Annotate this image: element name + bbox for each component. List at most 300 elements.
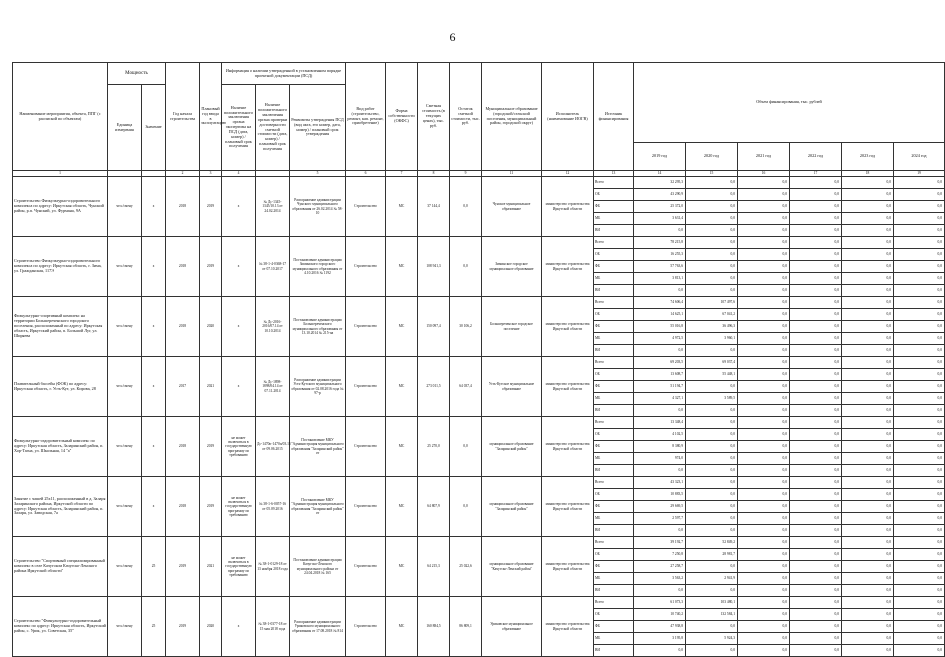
expertise-info: x bbox=[222, 297, 256, 357]
capacity-unit: чел./смену bbox=[108, 237, 142, 297]
funding-amount: 0,0 bbox=[790, 333, 842, 345]
funding-amount: 0,0 bbox=[894, 201, 945, 213]
column-number: 7 bbox=[386, 171, 418, 177]
funding-amount: 39 192,7 bbox=[634, 537, 686, 549]
capacity-unit: чел./смену bbox=[108, 597, 142, 657]
estimate-cost: 25 270,0 bbox=[418, 417, 450, 477]
ownership-form: МС bbox=[386, 537, 418, 597]
cost-check-info: № 38-1-0377-18 от 15 мая 2018 года bbox=[256, 597, 290, 657]
funding-amount: 0,0 bbox=[738, 537, 790, 549]
end-year: 2021 bbox=[200, 357, 222, 417]
funding-amount: 0,0 bbox=[894, 309, 945, 321]
funding-amount: 0,0 bbox=[738, 465, 790, 477]
funding-amount: 0,0 bbox=[634, 645, 686, 657]
funding-amount: 0,0 bbox=[894, 345, 945, 357]
funding-amount: 0,0 bbox=[686, 345, 738, 357]
funding-amount: 0,0 bbox=[842, 417, 894, 429]
funding-amount: 0,0 bbox=[842, 201, 894, 213]
funding-amount: 0,0 bbox=[842, 345, 894, 357]
work-type: Строительство bbox=[346, 237, 386, 297]
work-type: Строительство bbox=[346, 537, 386, 597]
approval-info: Распоряжение администрации Чунского муниципального образования от 26.02.2014 № 58-10 bbox=[290, 177, 346, 237]
funding-amount: 0,0 bbox=[842, 597, 894, 609]
funding-amount: 0,0 bbox=[686, 429, 738, 441]
funding-amount: 0,0 bbox=[686, 417, 738, 429]
ownership-form: МС bbox=[386, 237, 418, 297]
capacity-value: 25 bbox=[142, 597, 166, 657]
cost-check-info: № Дс-1345-1345/10.13 от 24.02.2014 bbox=[256, 177, 290, 237]
funding-amount: 103 480,1 bbox=[686, 597, 738, 609]
funding-amount: 0,0 bbox=[842, 189, 894, 201]
funding-amount: 0,0 bbox=[790, 237, 842, 249]
funding-amount: 55 448,1 bbox=[686, 369, 738, 381]
funding-amount: 0,0 bbox=[894, 597, 945, 609]
funding-amount: 0,0 bbox=[790, 453, 842, 465]
funding-amount: 0,0 bbox=[894, 177, 945, 189]
funding-amount: 0,0 bbox=[894, 321, 945, 333]
funding-amount: 0,0 bbox=[894, 633, 945, 645]
remaining-cost: 0,0 bbox=[450, 177, 482, 237]
funding-amount: 10 883,5 bbox=[634, 489, 686, 501]
estimate-cost: 108 941,3 bbox=[418, 237, 450, 297]
funding-amount: 0,0 bbox=[790, 177, 842, 189]
funding-source: Всего bbox=[594, 477, 634, 489]
funding-source: ФБ bbox=[594, 201, 634, 213]
ownership-form: МС bbox=[386, 357, 418, 417]
object-name: Строительство Физкультурно-оздоровительного комплекса по адресу: Иркутская область, г. Зима, ул. Гражданская, 117Э bbox=[13, 237, 108, 297]
funding-amount: 0,0 bbox=[686, 177, 738, 189]
funding-amount: 52 849,2 bbox=[686, 537, 738, 549]
funding-amount: 0,0 bbox=[634, 465, 686, 477]
expertise-info: не может включаться в государственную программу по требованию bbox=[222, 537, 256, 597]
funding-amount: 0,0 bbox=[790, 477, 842, 489]
funding-amount: 0,0 bbox=[894, 477, 945, 489]
funding-amount: 0,0 bbox=[686, 525, 738, 537]
funding-source: МБ bbox=[594, 393, 634, 405]
funding-amount: 0,0 bbox=[790, 321, 842, 333]
funding-source: МБ bbox=[594, 573, 634, 585]
funding-amount: 0,0 bbox=[894, 429, 945, 441]
funding-amount: 0,0 bbox=[790, 573, 842, 585]
funding-amount: 974,0 bbox=[634, 453, 686, 465]
funding-amount: 3 631,4 bbox=[634, 213, 686, 225]
funding-source: МБ bbox=[594, 633, 634, 645]
end-year: 2020 bbox=[200, 597, 222, 657]
funding-amount: 0,0 bbox=[790, 585, 842, 597]
funding-amount: 0,0 bbox=[842, 621, 894, 633]
funding-amount: 0,0 bbox=[738, 177, 790, 189]
expertise-info: x bbox=[222, 357, 256, 417]
funding-amount: 3 960,1 bbox=[686, 333, 738, 345]
funding-amount: 0,0 bbox=[894, 573, 945, 585]
funding-amount: 0,0 bbox=[790, 189, 842, 201]
capacity-unit: чел./смену bbox=[108, 477, 142, 537]
funding-amount: 0,0 bbox=[790, 525, 842, 537]
column-number: 18 bbox=[842, 171, 894, 177]
funding-amount: 0,0 bbox=[738, 609, 790, 621]
funding-amount: 0,0 bbox=[790, 633, 842, 645]
table-row bbox=[13, 417, 945, 429]
capacity-value: x bbox=[142, 417, 166, 477]
header-unit: Единица измерения bbox=[108, 85, 142, 171]
funding-amount: 0,0 bbox=[686, 381, 738, 393]
funding-amount: 0,0 bbox=[634, 345, 686, 357]
funding-amount: 0,0 bbox=[738, 429, 790, 441]
funding-amount: 0,0 bbox=[842, 357, 894, 369]
funding-amount: 0,0 bbox=[842, 465, 894, 477]
funding-amount: 0,0 bbox=[738, 417, 790, 429]
capacity-unit: чел./смену bbox=[108, 357, 142, 417]
expertise-info: x bbox=[222, 177, 256, 237]
funding-amount: 0,0 bbox=[790, 621, 842, 633]
remaining-cost: 25 022,6 bbox=[450, 537, 482, 597]
table-row bbox=[13, 537, 945, 549]
header-executor: Исполнитель (наименование ИОГВ) bbox=[542, 63, 594, 171]
funding-amount: 0,0 bbox=[894, 237, 945, 249]
funding-amount: 0,0 bbox=[842, 369, 894, 381]
estimate-cost: 273 011,5 bbox=[418, 357, 450, 417]
column-number: 2 bbox=[166, 171, 200, 177]
funding-amount: 0,0 bbox=[842, 237, 894, 249]
municipality: муниципальное образование "Качугско-Ленский район" bbox=[482, 537, 542, 597]
funding-amount: 0,0 bbox=[790, 501, 842, 513]
funding-amount: 0,0 bbox=[842, 573, 894, 585]
funding-amount: 0,0 bbox=[894, 453, 945, 465]
funding-amount: 0,0 bbox=[894, 561, 945, 573]
funding-source: Всего bbox=[594, 237, 634, 249]
funding-source: Всего bbox=[594, 537, 634, 549]
funding-amount: 0,0 bbox=[738, 345, 790, 357]
column-number: 5 bbox=[290, 171, 346, 177]
column-number: 8 bbox=[418, 171, 450, 177]
funding-amount: 0,0 bbox=[686, 513, 738, 525]
funding-amount: 0,0 bbox=[686, 285, 738, 297]
funding-amount: 0,0 bbox=[738, 453, 790, 465]
funding-source: Всего bbox=[594, 417, 634, 429]
funding-amount: 0,0 bbox=[686, 561, 738, 573]
funding-amount: 0,0 bbox=[894, 297, 945, 309]
funding-amount: 0,0 bbox=[686, 273, 738, 285]
funding-amount: 0,0 bbox=[842, 321, 894, 333]
funding-amount: 0,0 bbox=[842, 633, 894, 645]
funding-source: ВИ bbox=[594, 585, 634, 597]
municipality: муниципальное образование "Заларинский район" bbox=[482, 417, 542, 477]
end-year: 2021 bbox=[200, 537, 222, 597]
executor: министерство строительства Иркутской области bbox=[542, 417, 594, 477]
funding-amount: 0,0 bbox=[894, 525, 945, 537]
funding-amount: 74 606,4 bbox=[634, 297, 686, 309]
start-year: 2018 bbox=[166, 417, 200, 477]
funding-amount: 0,0 bbox=[738, 285, 790, 297]
column-number: 17 bbox=[790, 171, 842, 177]
column-number: 4 bbox=[222, 171, 256, 177]
funding-amount: 0,0 bbox=[842, 549, 894, 561]
column-number: 15 bbox=[686, 171, 738, 177]
header-year: 2022 год bbox=[790, 143, 842, 171]
column-number: 12 bbox=[542, 171, 594, 177]
funding-amount: 0,0 bbox=[738, 213, 790, 225]
header-year: 2024 год bbox=[894, 143, 945, 171]
funding-amount: 0,0 bbox=[842, 585, 894, 597]
table-row bbox=[13, 477, 945, 489]
approval-info: Постановление МКУ "Администрация муниципального образования "Заларинский район" от bbox=[290, 477, 346, 537]
funding-amount: 0,0 bbox=[738, 633, 790, 645]
table-row bbox=[13, 237, 945, 249]
funding-amount: 0,0 bbox=[894, 513, 945, 525]
funding-amount: 0,0 bbox=[790, 609, 842, 621]
funding-amount: 0,0 bbox=[842, 249, 894, 261]
approval-info: Распоряжение администрации Уриковского муниципального образования от 17.08.2018 № 814 bbox=[290, 597, 346, 657]
funding-amount: 0,0 bbox=[790, 597, 842, 609]
funding-amount: 0,0 bbox=[738, 369, 790, 381]
funding-amount: 0,0 bbox=[894, 249, 945, 261]
funding-amount: 0,0 bbox=[738, 621, 790, 633]
funding-source: ВИ bbox=[594, 225, 634, 237]
funding-amount: 0,0 bbox=[842, 405, 894, 417]
funding-amount: 0,0 bbox=[790, 345, 842, 357]
funding-amount: 0,0 bbox=[894, 501, 945, 513]
funding-amount: 3 195,8 bbox=[634, 633, 686, 645]
funding-source: ВИ bbox=[594, 465, 634, 477]
funding-amount: 0,0 bbox=[894, 393, 945, 405]
funding-amount: 107 497,6 bbox=[686, 297, 738, 309]
remaining-cost: 30 106,2 bbox=[450, 297, 482, 357]
funding-amount: 0,0 bbox=[738, 513, 790, 525]
funding-amount: 0,0 bbox=[738, 489, 790, 501]
funding-amount: 0,0 bbox=[738, 309, 790, 321]
ownership-form: МС bbox=[386, 477, 418, 537]
cost-check-info: № 38-1-6-0057-16 от 05.09.2016 bbox=[256, 477, 290, 537]
funding-amount: 0,0 bbox=[894, 609, 945, 621]
funding-amount: 0,0 bbox=[894, 225, 945, 237]
funding-source: ВИ bbox=[594, 405, 634, 417]
funding-amount: 0,0 bbox=[842, 489, 894, 501]
funding-amount: 0,0 bbox=[842, 441, 894, 453]
funding-source: ФБ bbox=[594, 261, 634, 273]
column-number: 13 bbox=[594, 171, 634, 177]
municipality: Уриковское муниципальное образование bbox=[482, 597, 542, 657]
header-start-year: Год начала строительства bbox=[166, 63, 200, 171]
expertise-info: x bbox=[222, 237, 256, 297]
funding-source: МБ bbox=[594, 453, 634, 465]
table-body bbox=[13, 177, 945, 657]
funding-amount: 16 255,3 bbox=[634, 249, 686, 261]
ownership-form: МС bbox=[386, 597, 418, 657]
funding-amount: 3 589,5 bbox=[686, 393, 738, 405]
municipality: Большереченское городское поселение bbox=[482, 297, 542, 357]
funding-amount: 0,0 bbox=[738, 405, 790, 417]
funding-amount: 2 597,7 bbox=[634, 513, 686, 525]
funding-amount: 0,0 bbox=[894, 261, 945, 273]
funding-amount: 0,0 bbox=[790, 489, 842, 501]
funding-amount: 0,0 bbox=[894, 357, 945, 369]
funding-amount: 13 608,7 bbox=[634, 369, 686, 381]
funding-amount: 0,0 bbox=[686, 189, 738, 201]
municipality: Усть-Кутское муниципальное образование bbox=[482, 357, 542, 417]
funding-amount: 47 938,8 bbox=[634, 621, 686, 633]
funding-amount: 0,0 bbox=[634, 225, 686, 237]
funding-source: ОБ bbox=[594, 249, 634, 261]
funding-amount: 0,0 bbox=[686, 477, 738, 489]
funding-amount: 0,0 bbox=[634, 405, 686, 417]
funding-amount: 0,0 bbox=[738, 441, 790, 453]
funding-amount: 0,0 bbox=[738, 477, 790, 489]
executor: министерство строительства Иркутской области bbox=[542, 357, 594, 417]
column-number: 11 bbox=[482, 171, 542, 177]
funding-amount: 0,0 bbox=[842, 273, 894, 285]
column-number: 16 bbox=[738, 171, 790, 177]
funding-amount: 0,0 bbox=[686, 249, 738, 261]
start-year: 2019 bbox=[166, 537, 200, 597]
funding-amount: 69 203,5 bbox=[634, 357, 686, 369]
estimate-cost: 64 807,9 bbox=[418, 477, 450, 537]
funding-source: Всего bbox=[594, 297, 634, 309]
funding-amount: 4 327,1 bbox=[634, 393, 686, 405]
funding-amount: 0,0 bbox=[790, 429, 842, 441]
column-number: 6 bbox=[346, 171, 386, 177]
funding-amount: 0,0 bbox=[738, 333, 790, 345]
funding-amount: 0,0 bbox=[686, 225, 738, 237]
funding-amount: 0,0 bbox=[842, 309, 894, 321]
start-year: 2018 bbox=[166, 297, 200, 357]
header-expertise: Наличие положительного заключения органа экспертизы на ПСД (дата, номер) / плановый срок получения bbox=[222, 85, 256, 171]
funding-source: Всего bbox=[594, 177, 634, 189]
funding-amount: 0,0 bbox=[790, 405, 842, 417]
funding-amount: 0,0 bbox=[842, 177, 894, 189]
funding-amount: 0,0 bbox=[738, 597, 790, 609]
program-table bbox=[12, 62, 945, 657]
funding-amount: 0,0 bbox=[738, 645, 790, 657]
funding-source: ВИ bbox=[594, 345, 634, 357]
approval-info: Постановление администрации Зиминского городского муниципального образования от 4.10.2016 № 1192 bbox=[290, 237, 346, 297]
capacity-unit: чел./смену bbox=[108, 537, 142, 597]
municipality: муниципальное образование "Заларинский район" bbox=[482, 477, 542, 537]
funding-amount: 0,0 bbox=[842, 561, 894, 573]
funding-amount: 0,0 bbox=[738, 381, 790, 393]
capacity-unit: чел./смену bbox=[108, 297, 142, 357]
column-number: 19 bbox=[894, 171, 945, 177]
funding-amount: 0,0 bbox=[790, 645, 842, 657]
funding-amount: 0,0 bbox=[842, 525, 894, 537]
funding-source: ФБ bbox=[594, 561, 634, 573]
header-year: 2019 год bbox=[634, 143, 686, 171]
expertise-info: x bbox=[222, 597, 256, 657]
header-estimate: Сметная стоимость (в текущих ценах), тыс. руб. bbox=[418, 63, 450, 171]
column-number: 9 bbox=[450, 171, 482, 177]
funding-amount: 0,0 bbox=[894, 465, 945, 477]
capacity-unit: чел./смену bbox=[108, 417, 142, 477]
funding-amount: 0,0 bbox=[842, 501, 894, 513]
funding-source: ФБ bbox=[594, 621, 634, 633]
funding-amount: 0,0 bbox=[738, 261, 790, 273]
funding-amount: 0,0 bbox=[842, 537, 894, 549]
header-year: 2021 год bbox=[738, 143, 790, 171]
funding-source: ФБ bbox=[594, 381, 634, 393]
object-name: Строительство "Спортивный специализированный комплекс в селе Качугском Качугско-Ленского района Иркутской области" bbox=[13, 537, 108, 597]
funding-amount: 0,0 bbox=[894, 621, 945, 633]
table-row bbox=[13, 297, 945, 309]
funding-amount: 0,0 bbox=[790, 285, 842, 297]
funding-amount: 13 348,4 bbox=[634, 417, 686, 429]
funding-amount: 0,0 bbox=[738, 201, 790, 213]
funding-amount: 0,0 bbox=[686, 489, 738, 501]
funding-amount: 0,0 bbox=[790, 297, 842, 309]
cost-check-info: № 38-1-4-0368-17 от 07.10.2017 bbox=[256, 237, 290, 297]
funding-source: ОБ bbox=[594, 309, 634, 321]
funding-amount: 27 258,7 bbox=[634, 561, 686, 573]
funding-amount: 0,0 bbox=[894, 381, 945, 393]
funding-amount: 0,0 bbox=[686, 441, 738, 453]
header-name: Наименование мероприятия, объекта, ППГ (с распиской по объектам) bbox=[13, 63, 108, 171]
funding-amount: 0,0 bbox=[790, 513, 842, 525]
funding-source: Всего bbox=[594, 357, 634, 369]
executor: министерство строительства Иркутской области bbox=[542, 597, 594, 657]
funding-amount: 0,0 bbox=[894, 585, 945, 597]
funding-amount: 0,0 bbox=[790, 357, 842, 369]
funding-amount: 0,0 bbox=[686, 465, 738, 477]
executor: министерство строительства Иркутской области bbox=[542, 237, 594, 297]
funding-source: ВИ bbox=[594, 645, 634, 657]
funding-amount: 0,0 bbox=[894, 213, 945, 225]
object-name: Занятие с чашей 25х11, расположенный в д. Заларя Заларинского района, Иркутской области по адресу: Иркутская область, Заларинский район, п. Заларя, ул. Заводская, 7а bbox=[13, 477, 108, 537]
cost-check-info: Дс-1470п-1470п/03.15 от 09.06.2015 bbox=[256, 417, 290, 477]
table-row bbox=[13, 177, 945, 189]
executor: министерство строительства Иркутской области bbox=[542, 537, 594, 597]
header-municipality: Муниципальное образование (городской/сельский поселения, муниципальный район, городской округ) bbox=[482, 63, 542, 171]
funding-amount: 0,0 bbox=[894, 333, 945, 345]
end-year: 2019 bbox=[200, 237, 222, 297]
funding-amount: 0,0 bbox=[738, 237, 790, 249]
table-row bbox=[13, 597, 945, 609]
funding-source: МБ bbox=[594, 333, 634, 345]
work-type: Строительство bbox=[346, 417, 386, 477]
funding-amount: 0,0 bbox=[894, 369, 945, 381]
executor: министерство строительства Иркутской области bbox=[542, 177, 594, 237]
funding-amount: 0,0 bbox=[842, 285, 894, 297]
funding-amount: 132 584,1 bbox=[686, 609, 738, 621]
column-number: 14 bbox=[634, 171, 686, 177]
remaining-cost: 0,0 bbox=[450, 417, 482, 477]
funding-amount: 0,0 bbox=[738, 525, 790, 537]
remaining-cost: 86 809,1 bbox=[450, 597, 482, 657]
funding-amount: 0,0 bbox=[634, 585, 686, 597]
funding-amount: 8 380,9 bbox=[634, 441, 686, 453]
funding-amount: 4 102,5 bbox=[634, 429, 686, 441]
funding-amount: 28 981,7 bbox=[686, 549, 738, 561]
executor: министерство строительства Иркутской области bbox=[542, 297, 594, 357]
object-name: Плавательный бассейн (ФОК) по адресу: Иркутская область, г. Усть-Кут, ул. Кирова, 28 bbox=[13, 357, 108, 417]
funding-amount: 43 290,9 bbox=[634, 189, 686, 201]
funding-amount: 0,0 bbox=[894, 285, 945, 297]
page-number: 6 bbox=[449, 30, 456, 44]
funding-amount: 0,0 bbox=[686, 501, 738, 513]
cost-check-info: № Дс-2016-2016/07.14 от 10.10.2014 bbox=[256, 297, 290, 357]
funding-source: ОБ bbox=[594, 489, 634, 501]
funding-source: ВИ bbox=[594, 285, 634, 297]
header-cost-check: Наличие положительного заключения органа проверки достоверности сметной стоимости (дата, номер) / плановый срок получения bbox=[256, 85, 290, 171]
funding-amount: 0,0 bbox=[738, 189, 790, 201]
funding-amount: 0,0 bbox=[790, 309, 842, 321]
capacity-value: 25 bbox=[142, 537, 166, 597]
end-year: 2019 bbox=[200, 177, 222, 237]
funding-amount: 0,0 bbox=[842, 609, 894, 621]
funding-amount: 51 194,7 bbox=[634, 381, 686, 393]
header-year: 2020 год bbox=[686, 143, 738, 171]
estimate-cost: 150 097,4 bbox=[418, 297, 450, 357]
funding-source: ФБ bbox=[594, 501, 634, 513]
funding-amount: 0,0 bbox=[738, 585, 790, 597]
funding-amount: 0,0 bbox=[894, 189, 945, 201]
